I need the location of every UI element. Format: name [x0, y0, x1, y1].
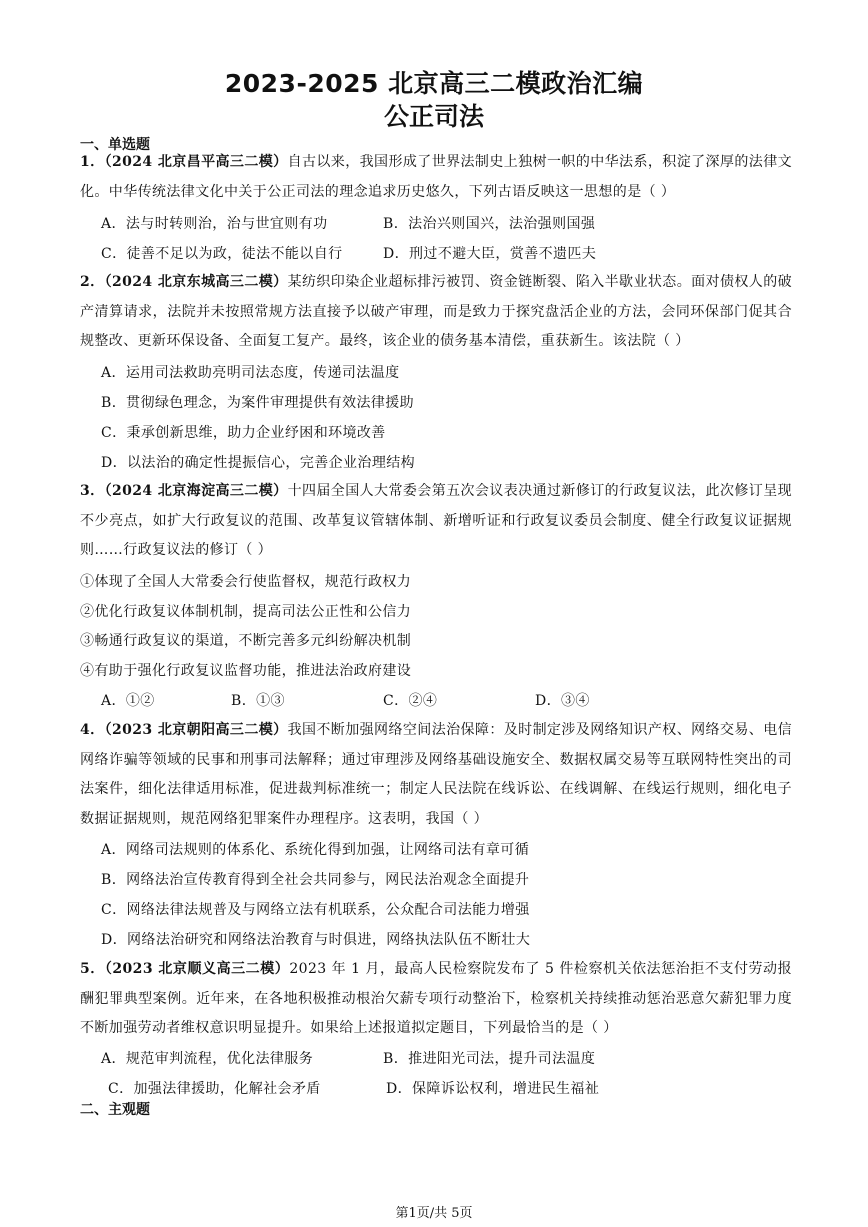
question-3-statement-3: ③畅通行政复议的渠道，不断完善多元纠纷解决机制 — [80, 633, 412, 649]
question-4-stem — [80, 716, 792, 834]
question-text: 我国不断加强网络空间法治保障：及时制定涉及网络知识产权、网络交易、电信网络诈骗等领域的民事和刑事司法解释；通过审理涉及网络基础设施安全、数据权属交易等互联网特性突出的司法案件，细化法律适用标准，促进裁判标准统一；制定人民法院在线诉讼、在线调解、在线运行规则，细化电子数据证据规则，规范网络犯罪案件办理程序。这表明，我国（ ） — [80, 722, 793, 827]
question-2-option-c: C．秉承创新思维，助力企业纾困和环境改善 — [101, 425, 386, 441]
question-5-option-a: A．规范审判流程，优化法律服务 — [101, 1051, 314, 1067]
question-5-option-b: B．推进阳光司法，提升司法温度 — [383, 1051, 596, 1067]
question-3-statement-2: ②优化行政复议体制机制，提高司法公正性和公信力 — [80, 604, 412, 620]
question-text: 十四届全国人大常委会第五次会议表决通过新修订的行政复议法，此次修订呈现不少亮点，如扩大行政复议的范围、改革复议管辖体制、新增听证和行政复议委员会制度、健全行政复议证据规则……行政复议法的修订（ ） — [80, 483, 793, 558]
question-3-option-c: C．②④ — [383, 693, 438, 709]
question-5-option-c: C．加强法律援助，化解社会矛盾 — [108, 1081, 321, 1097]
section-heading-single-choice: 一、单选题 — [80, 137, 150, 153]
question-3-stem — [80, 477, 792, 566]
question-source: （2024 北京昌平高三二模） — [104, 154, 288, 170]
page-number: 第1页/共 5页 — [395, 1206, 473, 1221]
question-4-option-d: D．网络法治研究和网络法治教育与时俱进，网络执法队伍不断壮大 — [101, 932, 531, 948]
question-1-option-d: D．刑过不避大臣，赏善不遗匹夫 — [383, 246, 597, 262]
question-text: 某纺织印染企业超标排污被罚、资金链断裂、陷入半歇业状态。面对债权人的破产清算请求，法院并未按照常规方法直接予以破产审理，而是致力于探究盘活企业的方法，会同环保部门促其合规整改、更新环保设备、全面复工复产。最终，该企业的债务基本清偿，重获新生。该法院（ ） — [80, 274, 793, 349]
question-text: 2023 年 1 月，最高人民检察院发布了 5 件检察机关依法惩治拒不支付劳动报酬犯罪典型案例。近年来，在各地积极推动根治欠薪专项行动整治下，检察机关持续推动惩治恶意欠薪犯罪力度不断加强劳动者维权意识明显提升。如果给上述报道拟定题目，下列最恰当的是（ ） — [80, 961, 792, 1036]
question-number: 2． — [80, 274, 105, 290]
question-1-stem — [80, 148, 792, 207]
question-2-option-a: A．运用司法救助亮明司法态度，传递司法温度 — [101, 365, 400, 381]
question-source: （2024 北京海淀高三二模） — [104, 483, 288, 499]
question-number: 3． — [80, 483, 105, 499]
section-heading-subjective: 二、主观题 — [80, 1102, 150, 1118]
question-1-option-b: B．法治兴则国兴，法治强则国强 — [383, 216, 596, 232]
question-text: 自古以来，我国形成了世界法制史上独树一帜的中华法系，积淀了深厚的法律文化。中华传统法律文化中关于公正司法的理念追求历史悠久，下列古语反映这一思想的是（ ） — [80, 154, 793, 200]
question-source: （2023 北京顺义高三二模） — [104, 961, 290, 977]
question-number: 4． — [80, 722, 105, 738]
question-4-option-c: C．网络法律法规普及与网络立法有机联系，公众配合司法能力增强 — [101, 902, 530, 918]
question-number: 1． — [80, 154, 105, 170]
question-5-option-d: D．保障诉讼权利，增进民生福祉 — [386, 1081, 600, 1097]
question-3-option-b: B．①③ — [231, 693, 285, 709]
question-3-statement-4: ④有助于强化行政复议监督功能，推进法治政府建设 — [80, 663, 412, 679]
question-3-statement-1: ①体现了全国人大常委会行使监督权，规范行政权力 — [80, 574, 412, 590]
question-4-option-b: B．网络法治宣传教育得到全社会共同参与，网民法治观念全面提升 — [101, 872, 530, 888]
question-4-option-a: A．网络司法规则的体系化、系统化得到加强，让网络司法有章可循 — [101, 842, 530, 858]
question-2-stem — [80, 268, 792, 357]
question-2-option-b: B．贯彻绿色理念，为案件审理提供有效法律援助 — [101, 395, 415, 411]
question-3-option-d: D．③④ — [535, 693, 590, 709]
question-2-option-d: D．以法治的确定性提振信心，完善企业治理结构 — [101, 455, 416, 471]
document-subtitle: 公正司法 — [383, 102, 484, 131]
question-5-stem — [80, 955, 792, 1044]
question-1-option-c: C．徒善不足以为政，徒法不能以自行 — [101, 246, 343, 262]
question-number: 5． — [80, 961, 105, 977]
question-3-option-a: A．①② — [101, 693, 155, 709]
question-source: （2023 北京朝阳高三二模） — [104, 722, 288, 738]
question-1-option-a: A．法与时转则治，治与世宜则有功 — [101, 216, 328, 232]
document-title: 2023-2025 北京高三二模政治汇编 — [224, 69, 644, 98]
question-source: （2024 北京东城高三二模） — [104, 274, 288, 290]
